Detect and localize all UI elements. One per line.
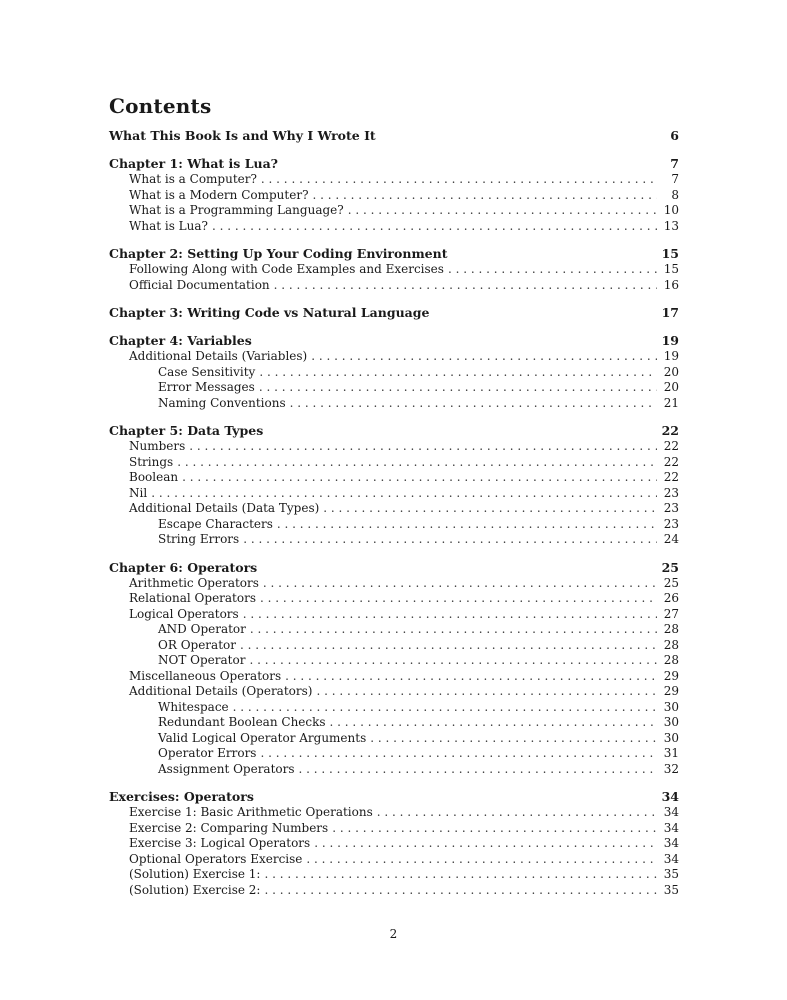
toc-entry-title: Valid Logical Operator Arguments (158, 730, 367, 745)
toc-entry-page: 22 (663, 470, 679, 484)
toc-dot-leader (299, 762, 657, 778)
toc-dot-leader (189, 439, 657, 455)
toc-entry-title: Additional Details (Data Types) (129, 501, 320, 515)
toc-section-row[interactable] (109, 883, 679, 899)
toc-entry-page: 34 (663, 836, 679, 850)
toc-dot-leader (264, 867, 657, 883)
toc-chapter-page: 7 (670, 156, 679, 171)
toc-entry-title: Exercise 3: Logical Operators (129, 836, 311, 850)
toc-dot-leader (348, 203, 657, 219)
toc-section-row[interactable] (109, 278, 679, 294)
toc-dot-leader (323, 501, 657, 517)
toc-entry-title: What is Lua? (129, 218, 208, 233)
toc-entry-page: 34 (663, 820, 679, 835)
toc-entry-page: 29 (663, 668, 679, 683)
toc-entry-title: (Solution) Exercise 2: (129, 882, 261, 897)
toc-dot-leader (212, 219, 657, 235)
toc-entry-page: 30 (663, 699, 679, 714)
toc-section-row[interactable] (109, 576, 679, 592)
toc-dot-leader (313, 188, 658, 204)
toc-entry-title: (Solution) Exercise 1: (129, 867, 261, 881)
toc-entry-page: 25 (663, 575, 679, 590)
toc-subsection-row[interactable] (109, 715, 679, 731)
toc-chapter-row[interactable] (109, 128, 679, 144)
toc-subsection-row[interactable] (109, 746, 679, 762)
toc-entry-page: 8 (671, 187, 679, 202)
toc-dot-leader (151, 486, 657, 502)
toc-entry-title: Exercise 2: Comparing Numbers (129, 820, 329, 835)
toc-dot-leader (243, 607, 657, 623)
toc-chapter-page: 34 (661, 789, 679, 804)
toc-dot-leader (332, 821, 657, 837)
toc-subsection-row[interactable] (109, 365, 679, 381)
toc-entry-title: What is a Programming Language? (129, 203, 344, 217)
toc-entry-title: Naming Conventions (158, 395, 286, 410)
toc-subsection-row[interactable] (109, 622, 679, 638)
toc-subsection-row[interactable] (109, 380, 679, 396)
toc-chapter-block (109, 156, 679, 234)
toc-entry-page: 35 (663, 867, 679, 881)
toc-chapter-row[interactable] (109, 246, 679, 262)
page-number: 2 (389, 927, 398, 941)
toc-entry-page: 23 (663, 485, 679, 500)
toc-chapter-block (109, 789, 679, 898)
toc-entry-title: Optional Operators Exercise (129, 851, 303, 866)
toc-entry-title: Additional Details (Operators) (129, 684, 313, 698)
toc-dot-leader (264, 883, 657, 899)
toc-dot-leader (259, 380, 657, 396)
toc-section-row[interactable] (109, 501, 679, 517)
toc-chapter-title: Chapter 1: What is Lua? (109, 156, 278, 171)
toc-chapter-page: 6 (670, 128, 679, 143)
toc-chapter-title: Chapter 2: Setting Up Your Coding Environment (109, 246, 448, 261)
toc-chapter-row[interactable] (109, 789, 679, 805)
toc-dot-leader (233, 700, 657, 716)
toc-entry-title: Miscellaneous Operators (129, 668, 282, 683)
toc-section-row[interactable] (109, 836, 679, 852)
toc-chapter-title: What This Book Is and Why I Wrote It (109, 128, 376, 143)
toc-entry-title: What is a Modern Computer? (129, 187, 309, 202)
toc-entry-page: 30 (663, 730, 679, 745)
toc-section-row[interactable] (109, 805, 679, 821)
toc-entry-page: 10 (663, 203, 679, 217)
toc-dot-leader (377, 805, 657, 821)
toc-dot-leader (285, 669, 657, 685)
toc-dot-leader (260, 591, 657, 607)
toc-entry-page: 22 (663, 454, 679, 469)
toc-section-row[interactable] (109, 607, 679, 623)
toc-dot-leader (311, 349, 657, 365)
toc-entry-title: Case Sensitivity (158, 364, 256, 379)
toc-section-row[interactable] (109, 684, 679, 700)
table-of-contents (109, 128, 679, 910)
toc-entry-title: Official Documentation (129, 277, 270, 292)
toc-subsection-row[interactable] (109, 517, 679, 533)
toc-dot-leader (250, 622, 657, 638)
toc-entry-title: Exercise 1: Basic Arithmetic Operations (129, 805, 373, 819)
toc-dot-leader (277, 517, 657, 533)
toc-entry-page: 24 (663, 532, 679, 546)
toc-entry-title: Assignment Operators (158, 761, 295, 776)
toc-section-row[interactable] (109, 188, 679, 204)
toc-entry-page: 28 (663, 622, 679, 636)
toc-section-row[interactable] (109, 203, 679, 219)
toc-entry-title: Arithmetic Operators (129, 575, 259, 590)
toc-section-row[interactable] (109, 349, 679, 365)
toc-entry-page: 20 (663, 380, 679, 394)
toc-entry-page: 22 (663, 439, 679, 453)
toc-chapter-row[interactable] (109, 156, 679, 172)
toc-entry-page: 13 (663, 218, 679, 233)
toc-section-row[interactable] (109, 867, 679, 883)
toc-dot-leader (306, 852, 657, 868)
toc-entry-page: 32 (663, 761, 679, 776)
toc-chapter-title: Chapter 4: Variables (109, 333, 252, 348)
toc-chapter-block (109, 333, 679, 411)
toc-chapter-page: 25 (661, 559, 679, 575)
toc-chapter-block (109, 305, 679, 321)
toc-entry-page: 35 (663, 882, 679, 897)
toc-entry-page: 23 (663, 501, 679, 515)
toc-subsection-row[interactable] (109, 396, 679, 412)
toc-entry-page: 20 (663, 364, 679, 379)
toc-entry-title: Nil (129, 485, 148, 500)
toc-dot-leader (370, 731, 657, 747)
toc-entry-title: Whitespace (158, 699, 229, 714)
toc-dot-leader (177, 455, 657, 471)
toc-entry-title: AND Operator (158, 622, 246, 636)
toc-chapter-title: Chapter 5: Data Types (109, 423, 264, 438)
toc-section-row[interactable] (109, 262, 679, 278)
toc-section-row[interactable] (109, 172, 679, 188)
toc-entry-page: 7 (671, 172, 679, 186)
toc-chapter-block (109, 246, 679, 293)
toc-entry-page: 28 (663, 637, 679, 652)
toc-entry-title: Escape Characters (158, 516, 273, 531)
toc-entry-page: 21 (663, 395, 679, 410)
toc-entry-page: 15 (663, 262, 679, 276)
toc-subsection-row[interactable] (109, 762, 679, 778)
toc-entry-page: 29 (663, 684, 679, 698)
toc-chapter-title: Chapter 3: Writing Code vs Natural Language (109, 305, 430, 320)
toc-entry-title: Relational Operators (129, 591, 257, 605)
toc-entry-title: What is a Computer? (129, 172, 257, 186)
toc-section-row[interactable] (109, 669, 679, 685)
toc-entry-title: Error Messages (158, 380, 255, 394)
toc-entry-title: Numbers (129, 439, 186, 453)
toc-entry-title: Additional Details (Variables) (129, 349, 308, 363)
toc-entry-page: 27 (663, 606, 679, 621)
toc-dot-leader (314, 836, 657, 852)
toc-chapter-row[interactable] (109, 305, 679, 321)
toc-subsection-row[interactable] (109, 638, 679, 654)
toc-dot-leader (243, 532, 657, 548)
toc-section-row[interactable] (109, 455, 679, 471)
toc-subsection-row[interactable] (109, 700, 679, 716)
toc-dot-leader (316, 684, 657, 700)
toc-entry-title: Boolean (129, 470, 179, 484)
toc-entry-page: 34 (663, 851, 679, 866)
toc-entry-page: 26 (663, 591, 679, 605)
toc-chapter-row[interactable] (109, 560, 679, 576)
toc-dot-leader (240, 638, 657, 654)
toc-entry-page: 34 (663, 805, 679, 819)
toc-section-row[interactable] (109, 821, 679, 837)
toc-dot-leader (182, 470, 657, 486)
toc-entry-title: Redundant Boolean Checks (158, 715, 326, 729)
toc-subsection-row[interactable] (109, 731, 679, 747)
toc-subsection-row[interactable] (109, 532, 679, 548)
toc-chapter-page: 19 (661, 333, 679, 348)
toc-entry-page: 30 (663, 715, 679, 729)
toc-chapter-title: Exercises: Operators (109, 789, 254, 804)
toc-entry-title: Following Along with Code Examples and Exercises (129, 262, 444, 276)
toc-entry-page: 23 (663, 516, 679, 531)
toc-chapter-page: 17 (661, 305, 679, 320)
toc-dot-leader (448, 262, 657, 278)
toc-chapter-row[interactable] (109, 333, 679, 349)
toc-entry-title: Logical Operators (129, 606, 239, 621)
toc-entry-page: 31 (663, 746, 679, 760)
toc-section-row[interactable] (109, 470, 679, 486)
toc-dot-leader (330, 715, 657, 731)
toc-chapter-title: Chapter 6: Operators (109, 559, 258, 575)
toc-entry-title: Strings (129, 454, 174, 469)
toc-chapter-page: 22 (661, 423, 679, 438)
toc-dot-leader (274, 278, 657, 294)
toc-chapter-row[interactable] (109, 423, 679, 439)
toc-entry-title: String Errors (158, 532, 240, 546)
toc-dot-leader (261, 172, 657, 188)
toc-section-row[interactable] (109, 486, 679, 502)
toc-entry-page: 28 (663, 653, 679, 667)
toc-entry-title: OR Operator (158, 637, 236, 652)
page-title: Contents (109, 94, 212, 118)
toc-entry-page: 19 (663, 349, 679, 363)
toc-chapter-block (109, 128, 679, 144)
toc-subsection-row[interactable] (109, 653, 679, 669)
toc-section-row[interactable] (109, 591, 679, 607)
toc-dot-leader (259, 365, 657, 381)
toc-dot-leader (249, 653, 657, 669)
toc-dot-leader (263, 576, 657, 592)
toc-entry-title: NOT Operator (158, 653, 246, 667)
toc-dot-leader (290, 396, 657, 412)
toc-dot-leader (260, 746, 657, 762)
toc-section-row[interactable] (109, 852, 679, 868)
toc-chapter-block (109, 423, 679, 548)
toc-section-row[interactable] (109, 219, 679, 235)
toc-chapter-block (109, 560, 679, 778)
toc-chapter-page: 15 (661, 246, 679, 261)
toc-section-row[interactable] (109, 439, 679, 455)
toc-entry-page: 16 (663, 277, 679, 292)
toc-entry-title: Operator Errors (158, 746, 257, 760)
